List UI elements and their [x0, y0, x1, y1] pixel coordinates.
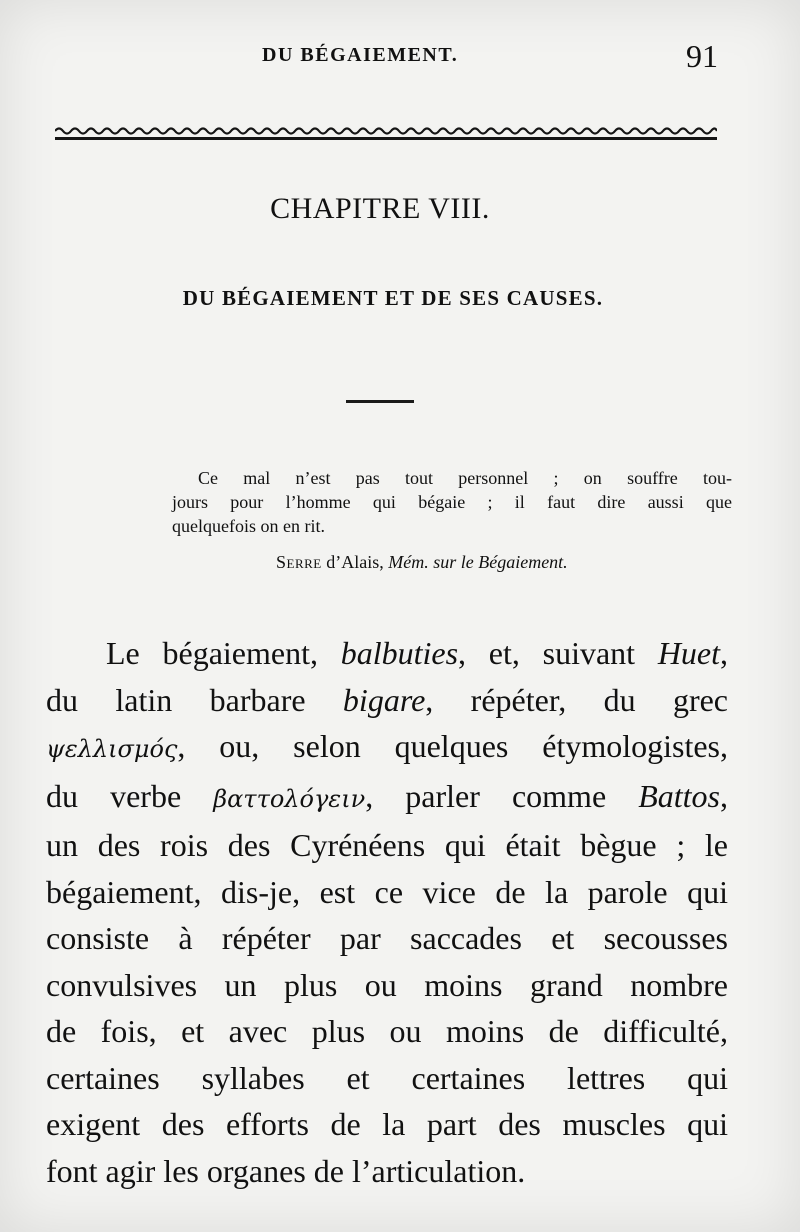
- body-line: de fois, et avec plus ou moins de difficulté,: [46, 1013, 728, 1049]
- running-title: DU BÉGAIEMENT.: [262, 44, 459, 66]
- text-run: ,: [720, 635, 729, 671]
- italic-term: bigare: [342, 681, 426, 718]
- body-line: bégaiement, dis-je, est ce vice de la parole qui: [46, 873, 728, 910]
- italic-term: Battos: [638, 777, 720, 814]
- body-line: exigent des efforts de la part des muscles qui: [46, 1106, 728, 1142]
- greek-term: ψελλισμός: [46, 735, 178, 763]
- epigraph-author-place: d’Alais,: [321, 552, 389, 572]
- body-paragraph: [46, 630, 728, 1194]
- text-run: , ou, selon quelques étymologistes,: [177, 728, 728, 764]
- epigraph-line: Ce mal n’est pas tout personnel ; on souffre tou-: [198, 468, 732, 488]
- body-line: font agir les organes de l’articulation.: [46, 1152, 526, 1189]
- short-divider-rule: [346, 400, 414, 403]
- italic-term: Huet: [657, 635, 721, 671]
- chapter-subtitle: DU BÉGAIEMENT ET DE SES CAUSES.: [182, 286, 604, 310]
- body-line: [46, 723, 728, 773]
- body-line: un des rois des Cyrénéens qui était bègue ; le: [46, 827, 728, 863]
- body-line: [46, 677, 728, 724]
- epigraph-line: jours pour l’homme qui bégaie ; il faut dire aussi que: [172, 492, 732, 512]
- epigraph-work-title: Mém. sur le Bégaiement.: [388, 552, 568, 572]
- text-run: , parler comme: [365, 777, 639, 814]
- body-line: consiste à répéter par saccades et secousses: [46, 920, 728, 956]
- text-run: , répéter, du grec: [425, 681, 728, 718]
- text-run: ,: [720, 777, 728, 814]
- text-run: du verbe: [46, 777, 214, 814]
- text-run: du latin barbare: [46, 681, 343, 718]
- epigraph-source: [276, 552, 568, 573]
- epigraph: [172, 466, 732, 538]
- epigraph-line: quelquefois on en rit.: [172, 516, 325, 536]
- text-run: Le bégaiement,: [106, 635, 341, 671]
- ornamental-rule: [55, 127, 717, 141]
- text-run: , et, suivant: [458, 635, 658, 671]
- body-line: [46, 773, 728, 823]
- greek-term: βαττολόγειν: [213, 784, 366, 813]
- body-line: certaines syllabes et certaines lettres qui: [46, 1059, 728, 1096]
- body-line: [46, 630, 728, 677]
- running-head: [0, 38, 800, 78]
- italic-term: balbuties: [340, 635, 459, 671]
- page-number: 91: [686, 38, 718, 74]
- body-line: convulsives un plus ou moins grand nombre: [46, 966, 728, 1003]
- chapter-title: CHAPITRE VIII.: [270, 192, 490, 225]
- epigraph-author-name: Serre: [276, 552, 322, 572]
